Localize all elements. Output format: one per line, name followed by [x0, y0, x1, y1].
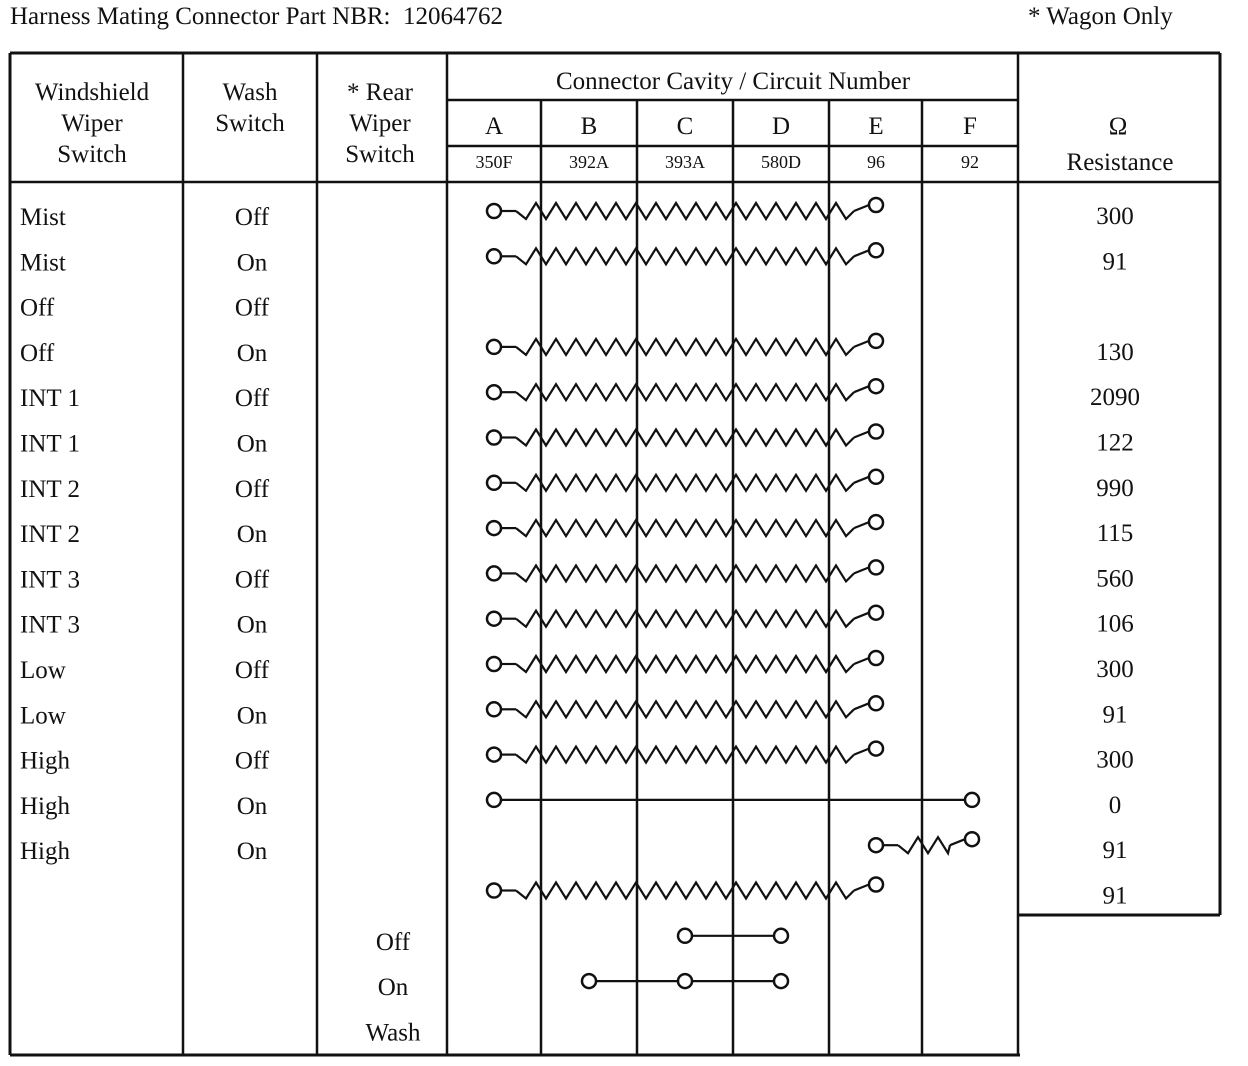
wire-lead — [854, 658, 869, 664]
row-resistance-value: 300 — [1096, 746, 1134, 774]
row-wash-label: Off — [234, 475, 270, 503]
terminal-a — [487, 340, 501, 354]
part-number-value: 12064762 — [403, 3, 504, 30]
row-resistance-value: 300 — [1096, 656, 1134, 683]
wire-lead — [854, 386, 869, 392]
row-wiper-label: INT 2 — [20, 475, 80, 503]
resistor-symbol — [516, 339, 854, 355]
terminal-a — [487, 204, 501, 218]
row-resistance-value: 0 — [1108, 791, 1122, 819]
circuit-number-e: 96 — [867, 152, 885, 172]
terminal-d — [774, 929, 788, 943]
terminal-a — [487, 249, 501, 263]
continuity-path — [487, 379, 883, 400]
continuity-path — [487, 742, 883, 763]
circuit-number-d: 580D — [761, 152, 801, 172]
wire-lead — [854, 341, 869, 347]
terminal-e — [869, 334, 883, 348]
row-wash-label: Off — [234, 385, 270, 413]
wire-lead — [854, 885, 869, 891]
resistor-symbol — [516, 701, 854, 717]
resistor-symbol — [516, 475, 854, 491]
resistor-symbol — [516, 203, 854, 219]
row-wash-label: Off — [234, 204, 270, 231]
row-rear-label: On — [377, 974, 409, 1002]
header-windshield-3: Switch — [57, 141, 127, 168]
row-wiper-label: INT 1 — [20, 385, 80, 413]
wire-lead — [950, 839, 965, 845]
continuity-path — [487, 334, 883, 355]
terminal-f — [965, 793, 979, 807]
wire-lead — [854, 250, 869, 256]
row-labels — [20, 203, 1140, 1046]
continuity-path — [487, 878, 883, 899]
terminal-a — [487, 521, 501, 535]
row-resistance-value: 300 — [1096, 203, 1134, 230]
terminal-a — [487, 793, 501, 807]
terminal-e — [869, 243, 883, 257]
circuit-number-f: 92 — [961, 152, 979, 172]
row-wiper-label: INT 1 — [20, 430, 80, 458]
circuit-number-b: 392A — [569, 152, 609, 172]
terminal-e — [869, 425, 883, 439]
terminal-e — [869, 696, 883, 710]
row-wiper-label: Low — [20, 702, 66, 730]
terminal-e — [869, 560, 883, 574]
resistor-symbol — [516, 520, 854, 536]
header-rear-3: Switch — [345, 141, 415, 168]
terminal-a — [487, 476, 501, 490]
row-resistance-value: 2090 — [1090, 384, 1140, 412]
row-wash-label: On — [236, 249, 268, 277]
circuit-number-a: 350F — [475, 152, 513, 172]
cavity-letter-b: B — [580, 113, 598, 140]
continuity-path — [487, 515, 883, 536]
row-wash-label: On — [236, 702, 268, 730]
row-wash-label: Off — [234, 657, 270, 684]
wire-lead — [854, 749, 869, 755]
wire-lead — [854, 613, 869, 619]
row-resistance-value: 91 — [1102, 248, 1128, 276]
continuity-path — [487, 243, 883, 264]
terminal-b — [582, 974, 596, 988]
continuity-path — [582, 974, 788, 988]
row-wiper-label: High — [20, 838, 70, 866]
wagon-only-note: * Wagon Only — [1028, 3, 1173, 30]
row-resistance-value: 91 — [1102, 882, 1128, 910]
row-wash-label: On — [236, 611, 268, 639]
header-rear-1: * Rear — [347, 79, 413, 106]
row-wash-label: On — [236, 339, 268, 367]
ohm-symbol: Ω — [1108, 113, 1128, 140]
cavity-letter-e: E — [868, 113, 884, 140]
terminal-e — [869, 838, 883, 852]
row-resistance-value: 990 — [1096, 474, 1134, 502]
terminal-a — [487, 566, 501, 580]
terminal-c — [678, 974, 692, 988]
continuity-path — [487, 198, 883, 219]
terminal-a — [487, 431, 501, 445]
part-number-label: Harness Mating Connector Part NBR: — [10, 3, 391, 30]
header-rear-2: Wiper — [349, 110, 411, 137]
row-wiper-label: Mist — [20, 204, 66, 231]
resistor-symbol — [516, 656, 854, 672]
resistor-symbol — [516, 611, 854, 627]
header-resistance: Resistance — [1066, 149, 1174, 176]
terminal-a — [487, 748, 501, 762]
terminal-f — [965, 832, 979, 846]
terminal-a — [487, 702, 501, 716]
wire-lead — [854, 522, 869, 528]
row-resistance-value: 106 — [1096, 610, 1134, 638]
row-wash-label: Off — [234, 566, 270, 594]
row-resistance-value: 560 — [1096, 565, 1134, 593]
row-rear-label: Off — [375, 928, 411, 956]
row-wash-label: On — [236, 430, 268, 458]
terminal-a — [487, 884, 501, 898]
cavity-letter-c: C — [676, 113, 694, 140]
row-resistance-value: 91 — [1102, 701, 1128, 729]
row-wiper-label: Mist — [20, 249, 66, 277]
row-wash-label: Off — [234, 294, 270, 322]
row-wiper-label: INT 2 — [20, 521, 80, 549]
header-wash-1: Wash — [222, 79, 278, 106]
terminal-e — [869, 198, 883, 212]
terminal-c — [678, 929, 692, 943]
row-wiper-label: High — [20, 792, 70, 820]
row-wash-label: Off — [234, 747, 270, 775]
wire-lead — [854, 703, 869, 709]
row-wiper-label: INT 3 — [20, 566, 80, 594]
terminal-d — [774, 974, 788, 988]
row-wiper-label: High — [20, 747, 70, 775]
continuity-path — [869, 832, 979, 853]
terminal-a — [487, 612, 501, 626]
terminal-e — [869, 878, 883, 892]
row-wash-label: On — [236, 792, 268, 820]
row-wash-label: On — [236, 521, 268, 549]
row-wash-label: On — [236, 838, 268, 866]
terminal-e — [869, 606, 883, 620]
row-wiper-label: INT 3 — [20, 611, 80, 639]
continuity-path — [487, 425, 883, 446]
resistor-symbol — [516, 747, 854, 763]
terminal-e — [869, 379, 883, 393]
row-rear-label: Wash — [365, 1019, 421, 1047]
resistor-symbol — [516, 565, 854, 581]
header-connector: Connector Cavity / Circuit Number — [555, 68, 911, 95]
terminal-e — [869, 651, 883, 665]
header-wash-2: Switch — [215, 110, 285, 137]
cavity-headers — [475, 113, 979, 172]
row-resistance-value: 91 — [1102, 837, 1128, 865]
circuit-number-c: 393A — [665, 152, 705, 172]
row-wiper-label: Off — [20, 339, 55, 367]
wire-lead — [854, 567, 869, 573]
continuity-path — [487, 696, 883, 717]
row-resistance-value: 130 — [1096, 338, 1134, 366]
resistor-symbol — [516, 883, 854, 899]
header-windshield-1: Windshield — [34, 79, 150, 106]
cavity-letter-d: D — [771, 113, 791, 140]
row-resistance-value: 115 — [1096, 520, 1134, 548]
wire-lead — [854, 477, 869, 483]
continuity-path — [487, 560, 883, 581]
terminal-a — [487, 385, 501, 399]
terminal-e — [869, 470, 883, 484]
terminal-e — [869, 742, 883, 756]
terminal-e — [869, 515, 883, 529]
header-windshield-2: Wiper — [61, 110, 123, 137]
continuity-path — [487, 606, 883, 627]
cavity-letter-f: F — [963, 113, 977, 140]
wire-lead — [854, 205, 869, 211]
resistor-symbol — [898, 837, 950, 853]
row-wiper-label: Low — [20, 657, 66, 684]
continuity-path — [487, 651, 883, 672]
terminal-a — [487, 657, 501, 671]
continuity-path — [487, 470, 883, 491]
wire-lead — [854, 432, 869, 438]
resistor-symbol — [516, 430, 854, 446]
cavity-letter-a: A — [484, 113, 504, 140]
resistor-symbol — [516, 384, 854, 400]
resistor-symbol — [516, 248, 854, 264]
row-wiper-label: Off — [20, 294, 55, 322]
row-resistance-value: 122 — [1096, 429, 1134, 457]
